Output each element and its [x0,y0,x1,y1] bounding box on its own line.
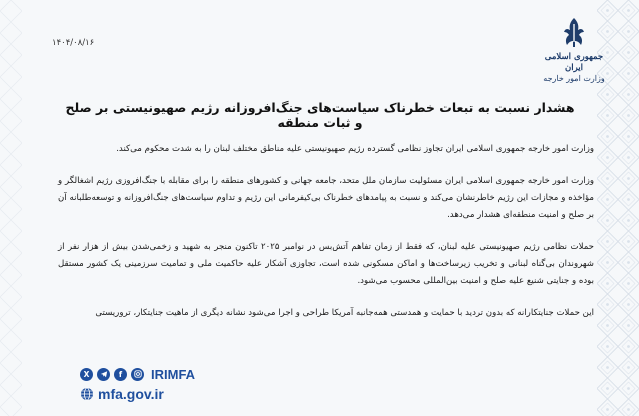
paragraph-1: وزارت امور خارجه جمهوری اسلامی ایران تجاوز نظامی گسترده رژیم صهیونیستی علیه مناطق مختلف لبنان را به شدت محکوم می‌کند. [116,144,594,154]
paragraph-2: وزارت امور خارجه جمهوری اسلامی ایران مسئولیت سازمان ملل متحد، جامعه جهانی و کشورهای منطقه را برای مقابله با جنگ‌افروزی رژیم اشغالگر و مؤاخذه و مجازات این رژیم خاطرنشان می‌کند و نسبت به پیامدهای خطرناک بی‌کیفرمانی این رژیم و تداوم سیاست‌های جنگ‌افروزانه و توسعه‌طلبانه آن بر صلح و امنیت منطقه‌ای هشدار می‌دهد. [58,176,594,220]
paragraph-4: این حملات جنایتکارانه که بدون تردید با حمایت و همدستی همه‌جانبه آمریکا طراحی و اجرا می‌شود نشانه دیگری از ماهیت جنایتکار، تروریستی [95,308,594,318]
decorative-pattern-left [0,0,22,416]
telegram-icon[interactable] [97,368,110,381]
paragraph-3: حملات نظامی رژیم صهیونیستی علیه لبنان، که فقط از زمان تفاهم آتش‌بس در نوامبر ۲۰۲۵ تاکنون منجر به شهید و زخمی‌شدن بیش از هزار نفر از شهروندان بی‌گناه لبنانی و تخریب زیرساخت‌ها و اماکن مسکونی شده است، تجاوزی آشکار علیه حاکمیت ملی و تمامیت سرزمینی یک کشور مستقل بوده و جنایتی شنیع علیه صلح و امنیت بین‌المللی محسوب می‌شود. [58,242,594,286]
social-handle[interactable]: IRIMFA [151,366,196,382]
website-bar [80,386,164,402]
instagram-icon[interactable] [131,368,144,381]
website-link[interactable]: mfa.gov.ir [98,386,164,402]
ministry-logo [539,16,609,84]
facebook-icon[interactable]: f [114,368,127,381]
social-bar [80,366,195,382]
statement-date: ۱۴۰۴/۰۸/۱۶ [52,38,95,48]
logo-line-2: وزارت امور خارجه [543,74,605,83]
x-icon[interactable]: X [80,368,93,381]
emblem-icon [557,16,591,50]
statement-body [58,141,594,322]
globe-icon [80,387,94,401]
logo-line-1: جمهوری اسلامی ایران [544,52,604,73]
statement-title: هشدار نسبت به تبعات خطرناک سیاست‌های جنگ‌افروزانه رژیم صهیونیستی بر صلح و ثبات منطقه [65,100,575,130]
